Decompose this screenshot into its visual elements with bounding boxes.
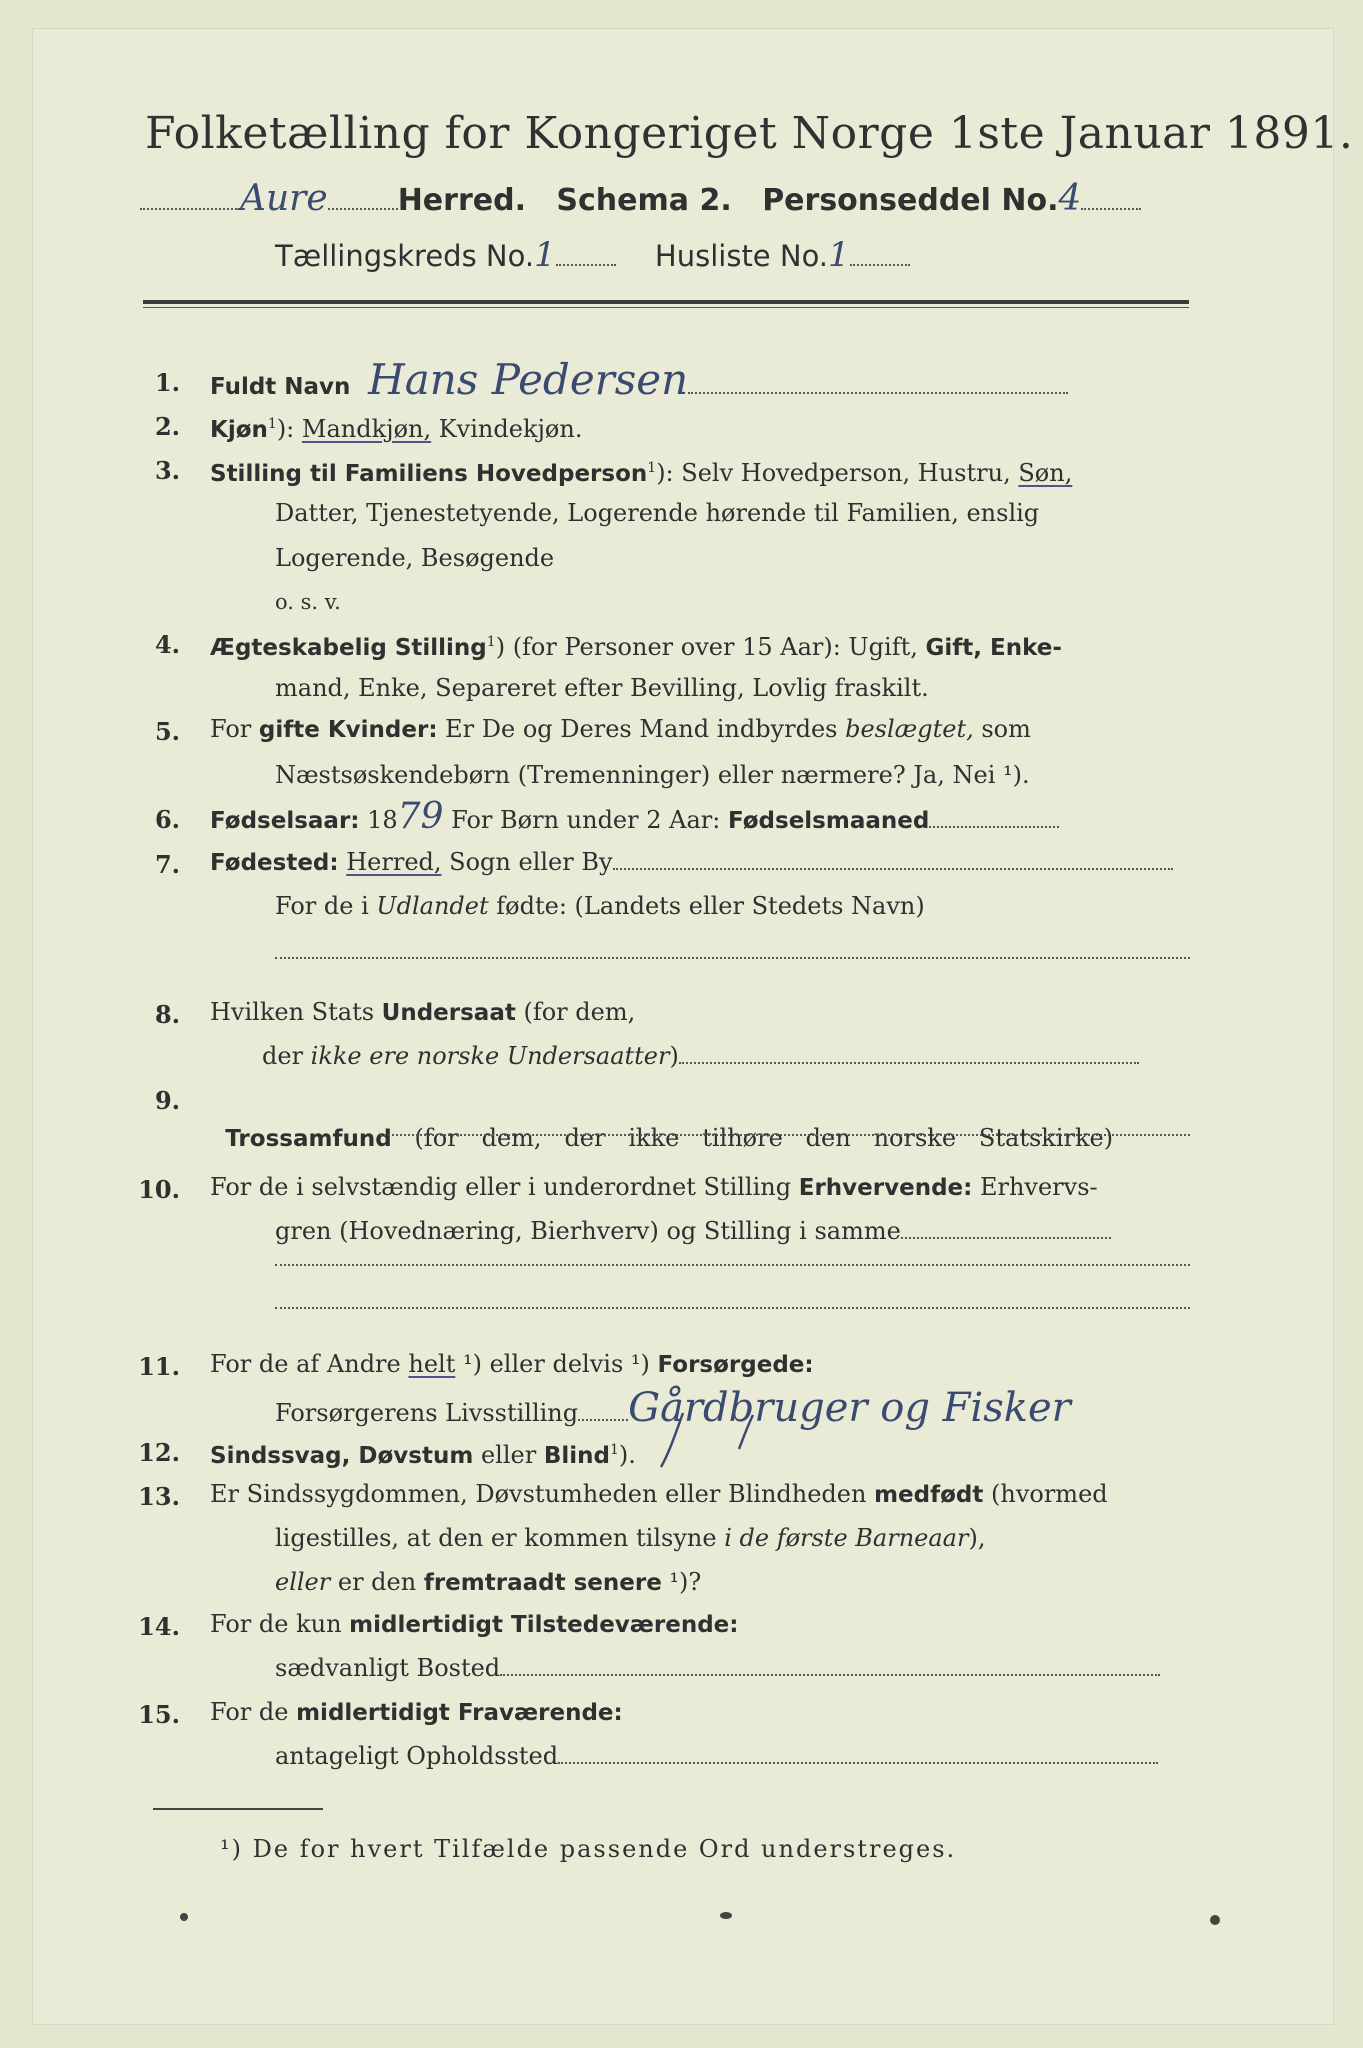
item-3-line-1: Stilling til Familiens Hovedperson$^1$): Selv Hovedperson, Hustru, Søn, (210, 459, 1073, 487)
herred-underlined: Herred, (346, 848, 442, 876)
item-number: 4. (154, 630, 180, 659)
dotted-line (380, 1132, 1190, 1136)
item-label: Trossamfund (225, 1126, 392, 1152)
item-label: Stilling til Familiens Hovedperson (210, 461, 648, 487)
item-text: ¹) eller delvis ¹) (455, 1350, 658, 1378)
husliste-label: Husliste No. (654, 239, 829, 273)
item-text: For (210, 715, 259, 743)
item-3-line-4: o. s. v. (275, 590, 341, 614)
udlandet-text: Udlandet (376, 892, 489, 920)
item-text: For de kun (210, 1610, 350, 1638)
item-number: 7. (154, 850, 180, 879)
item-10-line-2 (275, 1211, 1111, 1251)
item-15-line-2 (275, 1736, 1158, 1776)
item-7-line-1 (210, 842, 1173, 883)
dotted-line (275, 955, 1190, 959)
item-label: Erhvervende: (798, 1175, 973, 1201)
item-label: midlertidigt Tilstedeværende: (349, 1612, 739, 1638)
print-mark (1210, 1915, 1220, 1925)
item-text: ¹)? (661, 1568, 702, 1596)
item-text: ). (618, 1441, 636, 1469)
footnote-mark: 1 (486, 634, 496, 650)
item-number: 13. (138, 1482, 180, 1511)
item-14-line-2 (275, 1648, 1160, 1688)
dots (558, 1748, 1158, 1764)
item-1-full-name (210, 355, 1190, 407)
item-15-line-1 (210, 1692, 623, 1733)
item-text: (for dem, (515, 998, 636, 1026)
dots (500, 1660, 1160, 1676)
item-9-line-1 (210, 1078, 1113, 1159)
dots (578, 1405, 628, 1421)
item-11-line-1 (210, 1344, 814, 1385)
provider-occupation-value: Gårdbruger og Fisker (628, 1385, 1071, 1431)
son-underlined: Søn, (1018, 459, 1073, 487)
item-2-sex: Kjøn$^1$): Mandkjøn, Kvindekjøn. (210, 415, 583, 443)
dots (328, 186, 398, 210)
item-text: (for dem, der ikke tilhøre den norske Statskirke) (391, 1124, 1114, 1152)
item-10-line-1 (210, 1167, 1098, 1208)
kvindekjon-text: Kvindekjøn. (431, 415, 583, 443)
footnote-mark: 1 (267, 416, 277, 432)
print-mark (180, 1913, 188, 1921)
item-label: Forsørgede: (657, 1352, 814, 1378)
footnote-rule (153, 1808, 323, 1810)
item-label: Kjøn (210, 417, 268, 443)
year-prefix: 18 (359, 806, 398, 834)
full-name-value: Hans Pedersen (368, 355, 689, 404)
gift-text: Gift, (925, 635, 982, 661)
header-line-2 (140, 178, 1141, 219)
dots (140, 186, 240, 210)
item-text: er den (330, 1568, 424, 1596)
dots (556, 242, 616, 266)
dots (850, 242, 910, 266)
item-label: Undersaat (381, 1000, 516, 1026)
item-label: Fødselsmaaned (727, 808, 930, 834)
item-12-line-1 (210, 1430, 636, 1476)
item-label: gifte Kvinder: (258, 717, 438, 743)
item-text: For de af Andre (210, 1350, 409, 1378)
header-line-3 (275, 235, 910, 275)
item-label: midlertidigt Fraværende: (296, 1700, 623, 1726)
item-number: 9. (154, 1086, 180, 1115)
print-mark (720, 1912, 732, 1919)
footnote-mark: 1 (609, 1442, 619, 1458)
item-text: ), (968, 1524, 986, 1552)
item-label: medfødt (874, 1482, 984, 1508)
item-text: Forsørgerens Livsstilling (275, 1399, 579, 1427)
item-text: gren (Hovednæring, Bierhverv) og Stilling i samme (275, 1217, 901, 1245)
dotted-line (275, 1262, 1190, 1266)
herred-value: Aure (240, 178, 328, 219)
item-number: 5. (154, 717, 180, 746)
herred-label: Herred. (397, 183, 526, 218)
birth-year-value: 79 (397, 796, 444, 837)
item-text-italic: eller (275, 1568, 331, 1596)
handwritten-marks (655, 1405, 805, 1475)
schema-label: Schema 2. (556, 183, 732, 218)
item-7-line-2 (275, 886, 925, 926)
item-text: For Børn under 2 Aar: (443, 806, 728, 834)
item-text: For de i (275, 892, 377, 920)
item-label: Blind (543, 1443, 610, 1469)
form-title: Folketælling for Kongeriget Norge 1ste Januar 1891. (145, 108, 1354, 159)
item-text-italic: ikke ere norske Undersaatter (310, 1042, 670, 1070)
taellingskreds-value: 1 (534, 235, 556, 275)
dotted-line (275, 1305, 1190, 1309)
personseddel-label: Personseddel No. (762, 183, 1059, 218)
dots (929, 812, 1059, 828)
item-text: ) (669, 1042, 679, 1070)
item-number: 1. (154, 368, 180, 397)
item-text: Sogn eller By (441, 848, 613, 876)
dots (1081, 186, 1141, 210)
item-text: Er De og Deres Mand indbyrdes (437, 715, 846, 743)
item-label: Fuldt Navn (210, 374, 351, 400)
item-number: 15. (138, 1700, 180, 1729)
footnote-text: ¹) De for hvert Tilfælde passende Ord understreges. (220, 1835, 957, 1863)
dots (613, 854, 1173, 870)
item-label: Fødselsaar: (210, 808, 360, 834)
item-text: antageligt Opholdssted (275, 1742, 559, 1770)
enke-text: Enke- (982, 635, 1062, 661)
item-13-line-3 (275, 1562, 701, 1603)
item-text: Hvilken Stats (210, 998, 382, 1026)
header-rule-thin (143, 307, 1189, 308)
item-text: Er Sindssygdommen, Døvstumheden eller Blindheden (210, 1480, 875, 1508)
dots (688, 378, 1068, 394)
item-4-line-2: mand, Enke, Separeret efter Bevilling, Lovlig fraskilt. (275, 674, 929, 702)
dots (679, 1048, 1139, 1064)
item-number: 11. (138, 1352, 180, 1381)
item-number: 14. (138, 1612, 180, 1641)
item-3-line-3: Logerende, Besøgende (275, 544, 555, 572)
helt-underlined: helt (408, 1350, 456, 1378)
item-text: Erhvervs- (972, 1173, 1098, 1201)
item-text-italic: i de første Barneaar (724, 1524, 969, 1552)
item-text: ligestilles, at den er kommen tilsyne (275, 1524, 725, 1552)
item-number: 10. (138, 1175, 180, 1204)
item-label: Sindssvag, Døvstum (210, 1443, 474, 1469)
item-text: der (262, 1042, 311, 1070)
item-13-line-1 (210, 1474, 1108, 1515)
footnote-mark: 1 (647, 460, 657, 476)
item-text: Selv Hovedperson, Hustru, (681, 459, 1019, 487)
item-text: fødte: (Landets eller Stedets Navn) (488, 892, 925, 920)
dots (901, 1223, 1111, 1239)
item-text: For de i selvstændig eller i underordnet Stilling (210, 1173, 799, 1201)
item-text: sædvanligt Bosted (275, 1654, 501, 1682)
item-6-birth-year (210, 797, 1059, 841)
item-label: Fødested: (210, 850, 339, 876)
personseddel-value: 4 (1058, 178, 1082, 219)
item-text: (for Personer over 15 Aar): Ugift, (512, 633, 926, 661)
husliste-value: 1 (828, 235, 850, 275)
item-13-line-2 (275, 1518, 985, 1558)
item-number: 8. (154, 1000, 180, 1029)
item-label: Ægteskabelig Stilling (210, 635, 487, 661)
item-14-line-1 (210, 1604, 738, 1645)
item-number: 6. (154, 805, 180, 834)
item-8-line-2 (262, 1036, 1139, 1076)
item-text: (hvormed (983, 1480, 1108, 1508)
item-text: som (973, 715, 1031, 743)
item-number: 2. (154, 412, 180, 441)
beslaegtet-text: beslægtet, (845, 715, 974, 743)
item-number: 3. (154, 456, 180, 485)
item-4-line-1: Ægteskabelig Stilling$^1$) (for Personer over 15 Aar): Ugift, Gift, Enke- (210, 633, 1062, 661)
item-3-line-2: Datter, Tjenestetyende, Logerende hørende til Familien, enslig (275, 499, 1040, 527)
item-8-line-1 (210, 992, 635, 1033)
header-rule (143, 300, 1189, 304)
item-text: For de (210, 1698, 297, 1726)
taellingskreds-label: Tællingskreds No. (275, 239, 535, 273)
item-label: fremtraadt senere (423, 1570, 662, 1596)
item-text: eller (473, 1441, 544, 1469)
item-number: 12. (138, 1438, 180, 1467)
mandkjon-underlined: Mandkjøn, (301, 415, 432, 443)
item-5-line-1 (210, 709, 1031, 750)
item-5-line-2: Næstsøskendebørn (Tremenninger) eller nærmere? Ja, Nei ¹). (275, 761, 1030, 789)
